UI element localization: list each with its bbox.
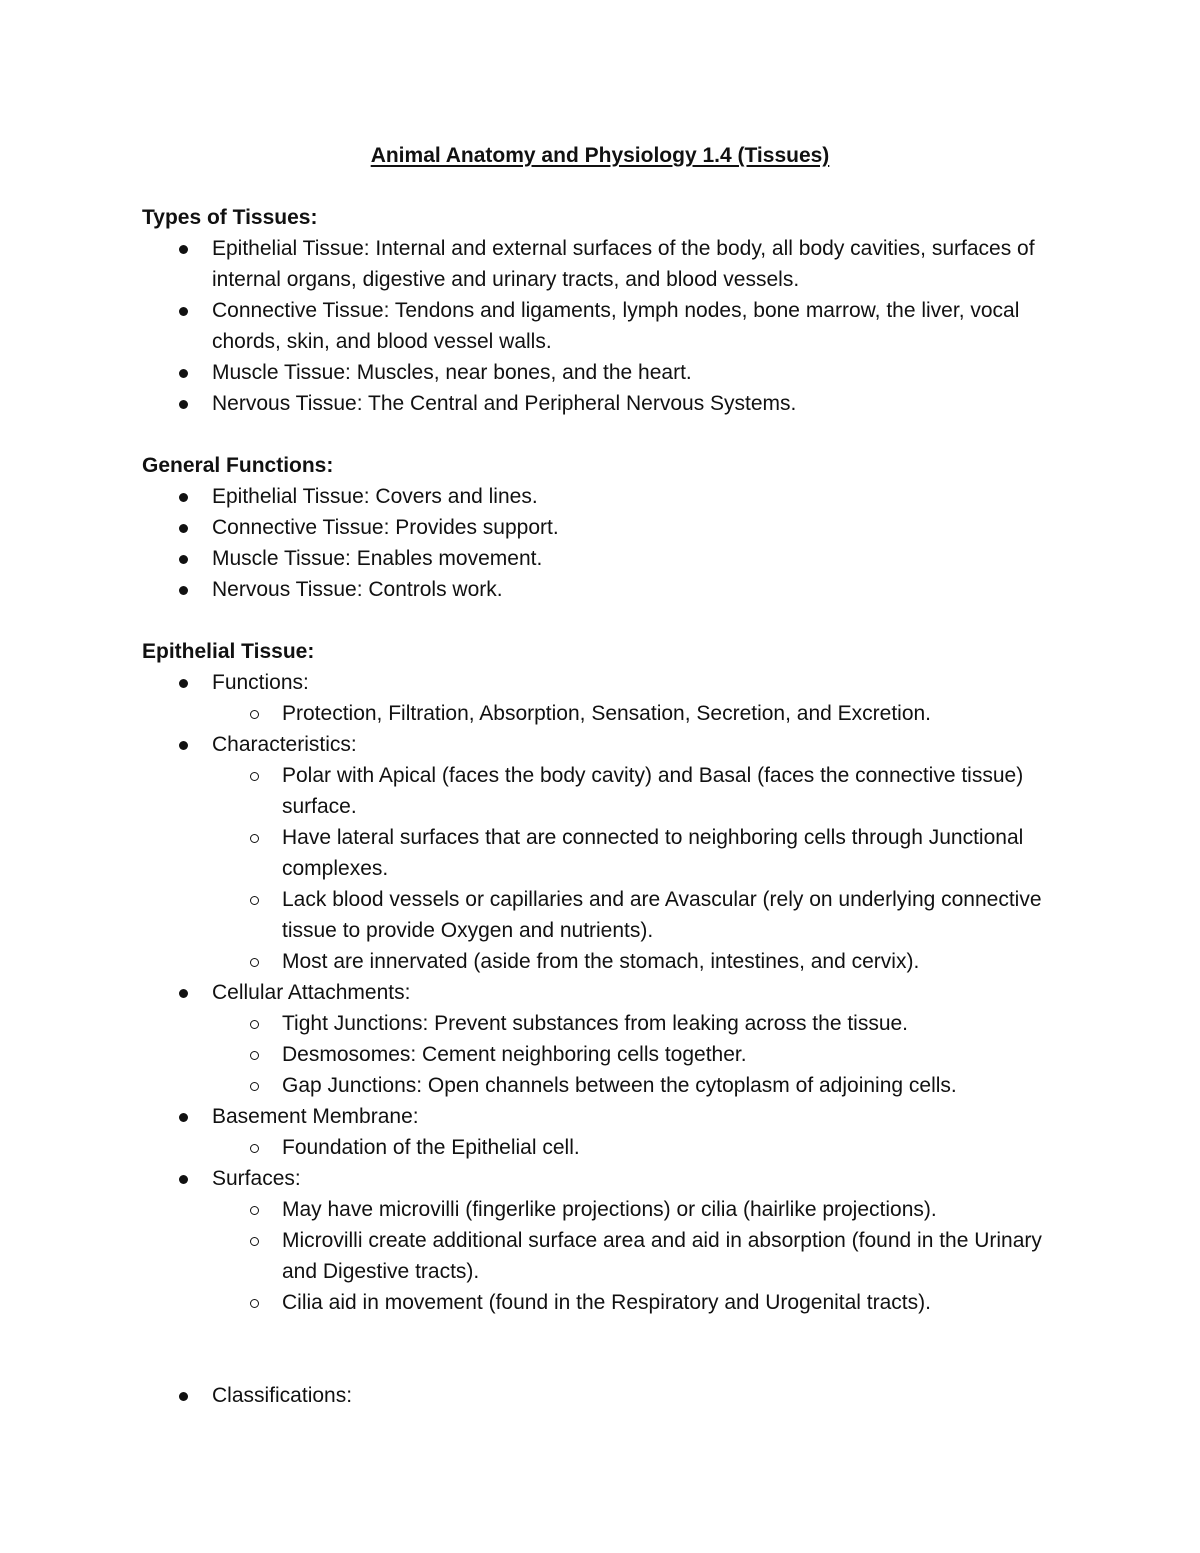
bullet-icon <box>179 1113 188 1122</box>
sub-list-item: Desmosomes: Cement neighboring cells together. <box>212 1039 1062 1070</box>
bullet-icon <box>179 586 188 595</box>
sub-list <box>212 698 1062 729</box>
list-item-cellular-attachments: Cellular Attachments: Tight Junctions: Prevent substances from leaking across the tissue. Desmosomes: Cement neighboring cells together. Gap Junctions: Open channels between the cytoplasm of adjoining cells. <box>142 977 1062 1101</box>
list-item-classifications: Classifications: <box>142 1380 1062 1411</box>
document-page <box>142 140 1062 1411</box>
list-item: Muscle Tissue: Enables movement. <box>142 543 1062 574</box>
circle-bullet-icon <box>250 1051 259 1060</box>
sub-list-item: Microvilli create additional surface area and aid in absorption (found in the Urinary and Digestive tracts). <box>212 1225 1062 1287</box>
circle-bullet-icon <box>250 710 259 719</box>
types-of-tissues-list <box>142 233 1062 419</box>
general-functions-heading: General Functions: <box>142 454 334 477</box>
sub-list-item: Cilia aid in movement (found in the Respiratory and Urogenital tracts). <box>212 1287 1062 1318</box>
types-of-tissues-section <box>142 202 1062 419</box>
list-item: Epithelial Tissue: Covers and lines. <box>142 481 1062 512</box>
bullet-icon <box>179 741 188 750</box>
list-item: Muscle Tissue: Muscles, near bones, and the heart. <box>142 357 1062 388</box>
circle-bullet-icon <box>250 896 259 905</box>
list-item-basement-membrane: Basement Membrane: Foundation of the Epithelial cell. <box>142 1101 1062 1163</box>
list-item: Connective Tissue: Tendons and ligaments, lymph nodes, bone marrow, the liver, vocal chords, skin, and blood vessel walls. <box>142 295 1062 357</box>
list-item: Epithelial Tissue: Internal and external surfaces of the body, all body cavities, surfaces of internal organs, digestive and urinary tracts, and blood vessels. <box>142 233 1062 295</box>
circle-bullet-icon <box>250 1082 259 1091</box>
epithelial-tissue-list <box>142 667 1062 1318</box>
bullet-icon <box>179 369 188 378</box>
bullet-icon <box>179 245 188 254</box>
list-item-functions: Functions: Protection, Filtration, Absorption, Sensation, Secretion, and Excretion. <box>142 667 1062 729</box>
epithelial-tissue-section <box>142 636 1062 1411</box>
circle-bullet-icon <box>250 1144 259 1153</box>
general-functions-section <box>142 450 1062 605</box>
circle-bullet-icon <box>250 958 259 967</box>
document-title: Animal Anatomy and Physiology 1.4 (Tissues) <box>370 144 830 167</box>
circle-bullet-icon <box>250 772 259 781</box>
list-item: Nervous Tissue: The Central and Peripheral Nervous Systems. <box>142 388 1062 419</box>
sub-list-item: Foundation of the Epithelial cell. <box>212 1132 1062 1163</box>
sub-list-item: Most are innervated (aside from the stomach, intestines, and cervix). <box>212 946 1062 977</box>
sub-list <box>212 1008 1062 1101</box>
bullet-icon <box>179 524 188 533</box>
list-item-characteristics: Characteristics: Polar with Apical (faces the body cavity) and Basal (faces the connective tissue) surface. Have lateral surfaces that are connected to neighboring cells through Junctional complexes. Lack blood vessels or capillaries and are Avascular (rely on underlying connective tissue to provide Oxygen and nutrients). Most are innervated (aside from the stomach, intestines, and cervix). <box>142 729 1062 977</box>
epithelial-tissue-heading: Epithelial Tissue: <box>142 640 315 663</box>
circle-bullet-icon <box>250 1020 259 1029</box>
circle-bullet-icon <box>250 834 259 843</box>
circle-bullet-icon <box>250 1206 259 1215</box>
bullet-icon <box>179 493 188 502</box>
bullet-icon <box>179 555 188 564</box>
types-of-tissues-heading: Types of Tissues: <box>142 206 318 229</box>
bullet-icon <box>179 679 188 688</box>
sub-list <box>212 1132 1062 1163</box>
bullet-icon <box>179 989 188 998</box>
sub-list-item: Protection, Filtration, Absorption, Sensation, Secretion, and Excretion. <box>212 698 1062 729</box>
sub-list-item: Have lateral surfaces that are connected to neighboring cells through Junctional complexes. <box>212 822 1062 884</box>
bullet-icon <box>179 1392 188 1401</box>
bullet-icon <box>179 400 188 409</box>
sub-list-item: Tight Junctions: Prevent substances from leaking across the tissue. <box>212 1008 1062 1039</box>
sub-list <box>212 1194 1062 1318</box>
bullet-icon <box>179 1175 188 1184</box>
circle-bullet-icon <box>250 1299 259 1308</box>
list-item: Nervous Tissue: Controls work. <box>142 574 1062 605</box>
bullet-icon <box>179 307 188 316</box>
sub-list-item: Polar with Apical (faces the body cavity) and Basal (faces the connective tissue) surface. <box>212 760 1062 822</box>
general-functions-list <box>142 481 1062 605</box>
sub-list-item: Gap Junctions: Open channels between the cytoplasm of adjoining cells. <box>212 1070 1062 1101</box>
sub-list-item: Lack blood vessels or capillaries and are Avascular (rely on underlying connective tissue to provide Oxygen and nutrients). <box>212 884 1062 946</box>
list-item: Connective Tissue: Provides support. <box>142 512 1062 543</box>
list-item-surfaces: Surfaces: May have microvilli (fingerlike projections) or cilia (hairlike projections). Microvilli create additional surface area and aid in absorption (found in the Urinary and Digestive tracts). Cilia aid in movement (found in the Respiratory and Urogenital tracts). <box>142 1163 1062 1318</box>
sub-list-item: May have microvilli (fingerlike projections) or cilia (hairlike projections). <box>212 1194 1062 1225</box>
classifications-list <box>142 1380 1062 1411</box>
circle-bullet-icon <box>250 1237 259 1246</box>
sub-list <box>212 760 1062 977</box>
